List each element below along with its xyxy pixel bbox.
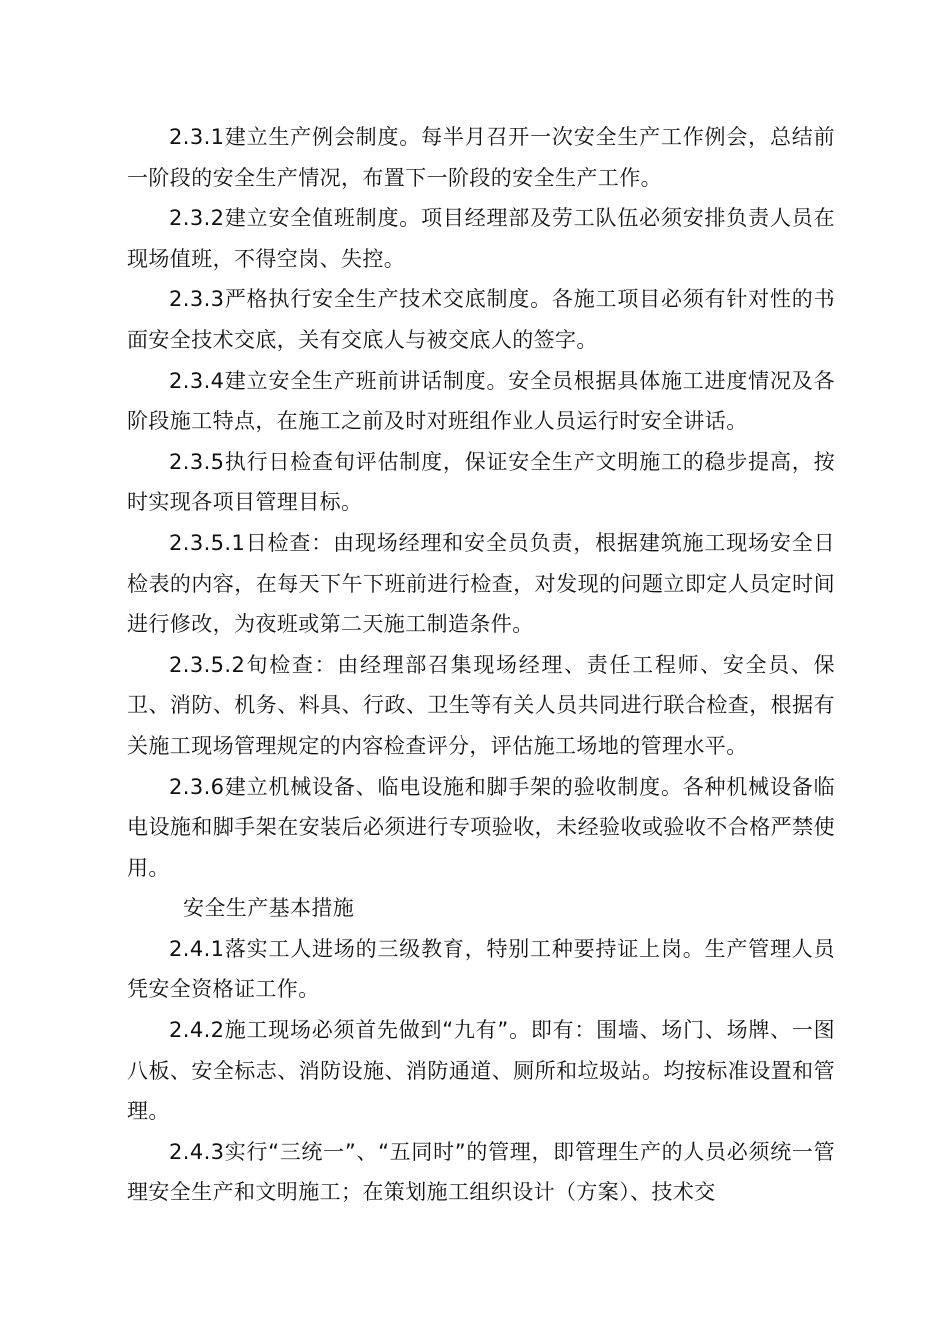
paragraph-2-3-5-2: 2.3.5.2旬检查：由经理部召集现场经理、责任工程师、安全员、保卫、消防、机务、料具、行政、卫生等有关人员共同进行联合检查，根据有关施工现场管理规定的内容检查评分，评估施工场地的管理水平。 (127, 652, 835, 758)
paragraph-2-3-3: 2.3.3严格执行安全生产技术交底制度。各施工项目必须有针对性的书面安全技术交底，关有交底人与被交底人的签字。 (127, 287, 835, 352)
paragraph-2-4-2: 2.4.2施工现场必须首先做到“九有”。即有：围墙、场门、场牌、一图八板、安全标志、消防设施、消防通道、厕所和垃圾站。均按标准设置和管理。 (127, 1018, 835, 1124)
paragraph-2-4-3: 2.4.3实行“三统一”、“五同时”的管理，即管理生产的人员必须统一管理安全生产和文明施工；在策划施工组织设计（方案）、技术交 (127, 1139, 835, 1205)
paragraph-2-3-5-1: 2.3.5.1日检查：由现场经理和安全员负责，根据建筑施工现场安全日检表的内容，在每天下午下班前进行检查，对发现的问题立即定人员定时间进行修改，为夜班或第二天施工制造条件。 (127, 530, 835, 637)
paragraph-2-3-4: 2.3.4建立安全生产班前讲话制度。安全员根据具体施工进度情况及各阶段施工特点，在施工之前及时对班组作业人员运行时安全讲话。 (127, 368, 835, 434)
paragraph-2-3-1: 2.3.1建立生产例会制度。每半月召开一次安全生产工作例会，总结前一阶段的安全生产情况，布置下一阶段的安全生产工作。 (127, 125, 835, 190)
paragraph-2-3-5: 2.3.5执行日检查旬评估制度，保证安全生产文明施工的稳步提高，按时实现各项目管理目标。 (127, 449, 835, 515)
section-heading: 安全生产基本措施 (183, 896, 355, 921)
paragraph-2-3-6: 2.3.6建立机械设备、临电设施和脚手架的验收制度。各种机械设备临电设施和脚手架在安装后必须进行专项验收，未经验收或验收不合格严禁使用。 (127, 774, 835, 880)
paragraph-2-3-2: 2.3.2建立安全值班制度。项目经理部及劳工队伍必须安排负责人员在现场值班，不得空岗、失控。 (127, 206, 835, 271)
paragraph-2-4-1: 2.4.1落实工人进场的三级教育，特别工种要持证上岗。生产管理人员凭安全资格证工作。 (127, 936, 835, 1002)
document-body (127, 117, 835, 1213)
